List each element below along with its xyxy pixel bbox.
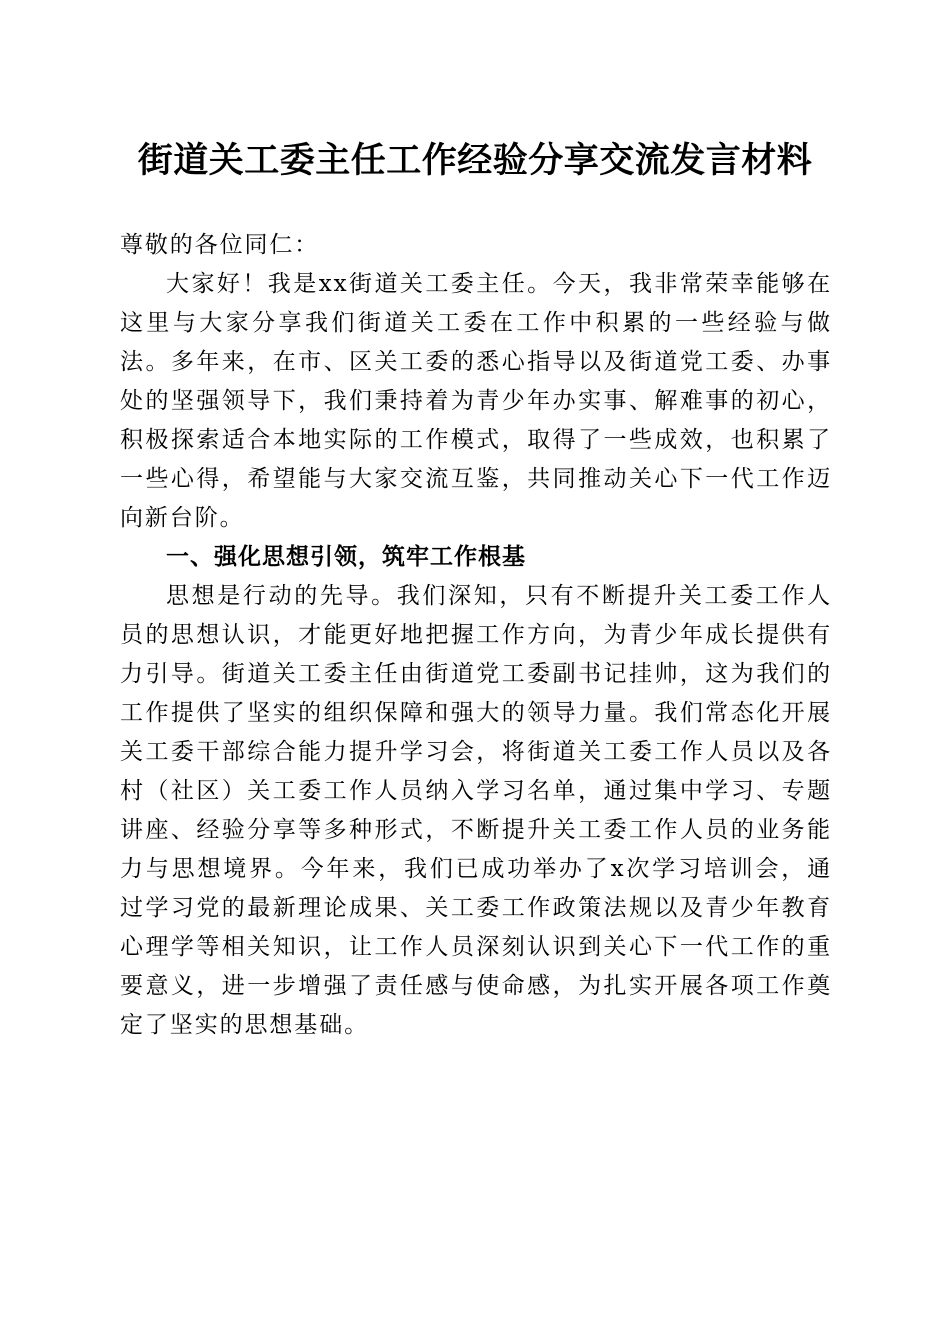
section-1-paragraph: 思想是行动的先导。我们深知，只有不断提升关工委工作人员的思想认识，才能更好地把握工作方向，为青少年成长提供有力引导。街道关工委主任由街道党工委副书记挂帅，这为我们的工作提供了坚实的组织保障和强大的领导力量。我们常态化开展关工委干部综合能力提升学习会，将街道关工委工作人员以及各村（社区）关工委工作人员纳入学习名单，通过集中学习、专题讲座、经验分享等多种形式，不断提升关工委工作人员的业务能力与思想境界。今年来，我们已成功举办了x次学习培训会，通过学习党的最新理论成果、关工委工作政策法规以及青少年教育心理学等相关知识，让工作人员深刻认识到关心下一代工作的重要意义，进一步增强了责任感与使命感，为扎实开展各项工作奠定了坚实的思想基础。 [120,583,832,1038]
document-title: 街道关工委主任工作经验分享交流发言材料 [137,140,813,181]
intro-paragraph: 大家好！我是xx街道关工委主任。今天，我非常荣幸能够在这里与大家分享我们街道关工委在工作中积累的一些经验与做法。多年来，在市、区关工委的悉心指导以及街道党工委、办事处的坚强领导下，我们秉持着为青少年办实事、解难事的初心，积极探索适合本地实际的工作模式，取得了一些成效，也积累了一些心得，希望能与大家交流互鉴，共同推动关心下一代工作迈向新台阶。 [120,271,832,531]
document-body [120,226,832,1045]
section-heading-1: 一、强化思想引领，筑牢工作根基 [166,544,526,570]
salutation: 尊敬的各位同仁： [120,232,320,258]
